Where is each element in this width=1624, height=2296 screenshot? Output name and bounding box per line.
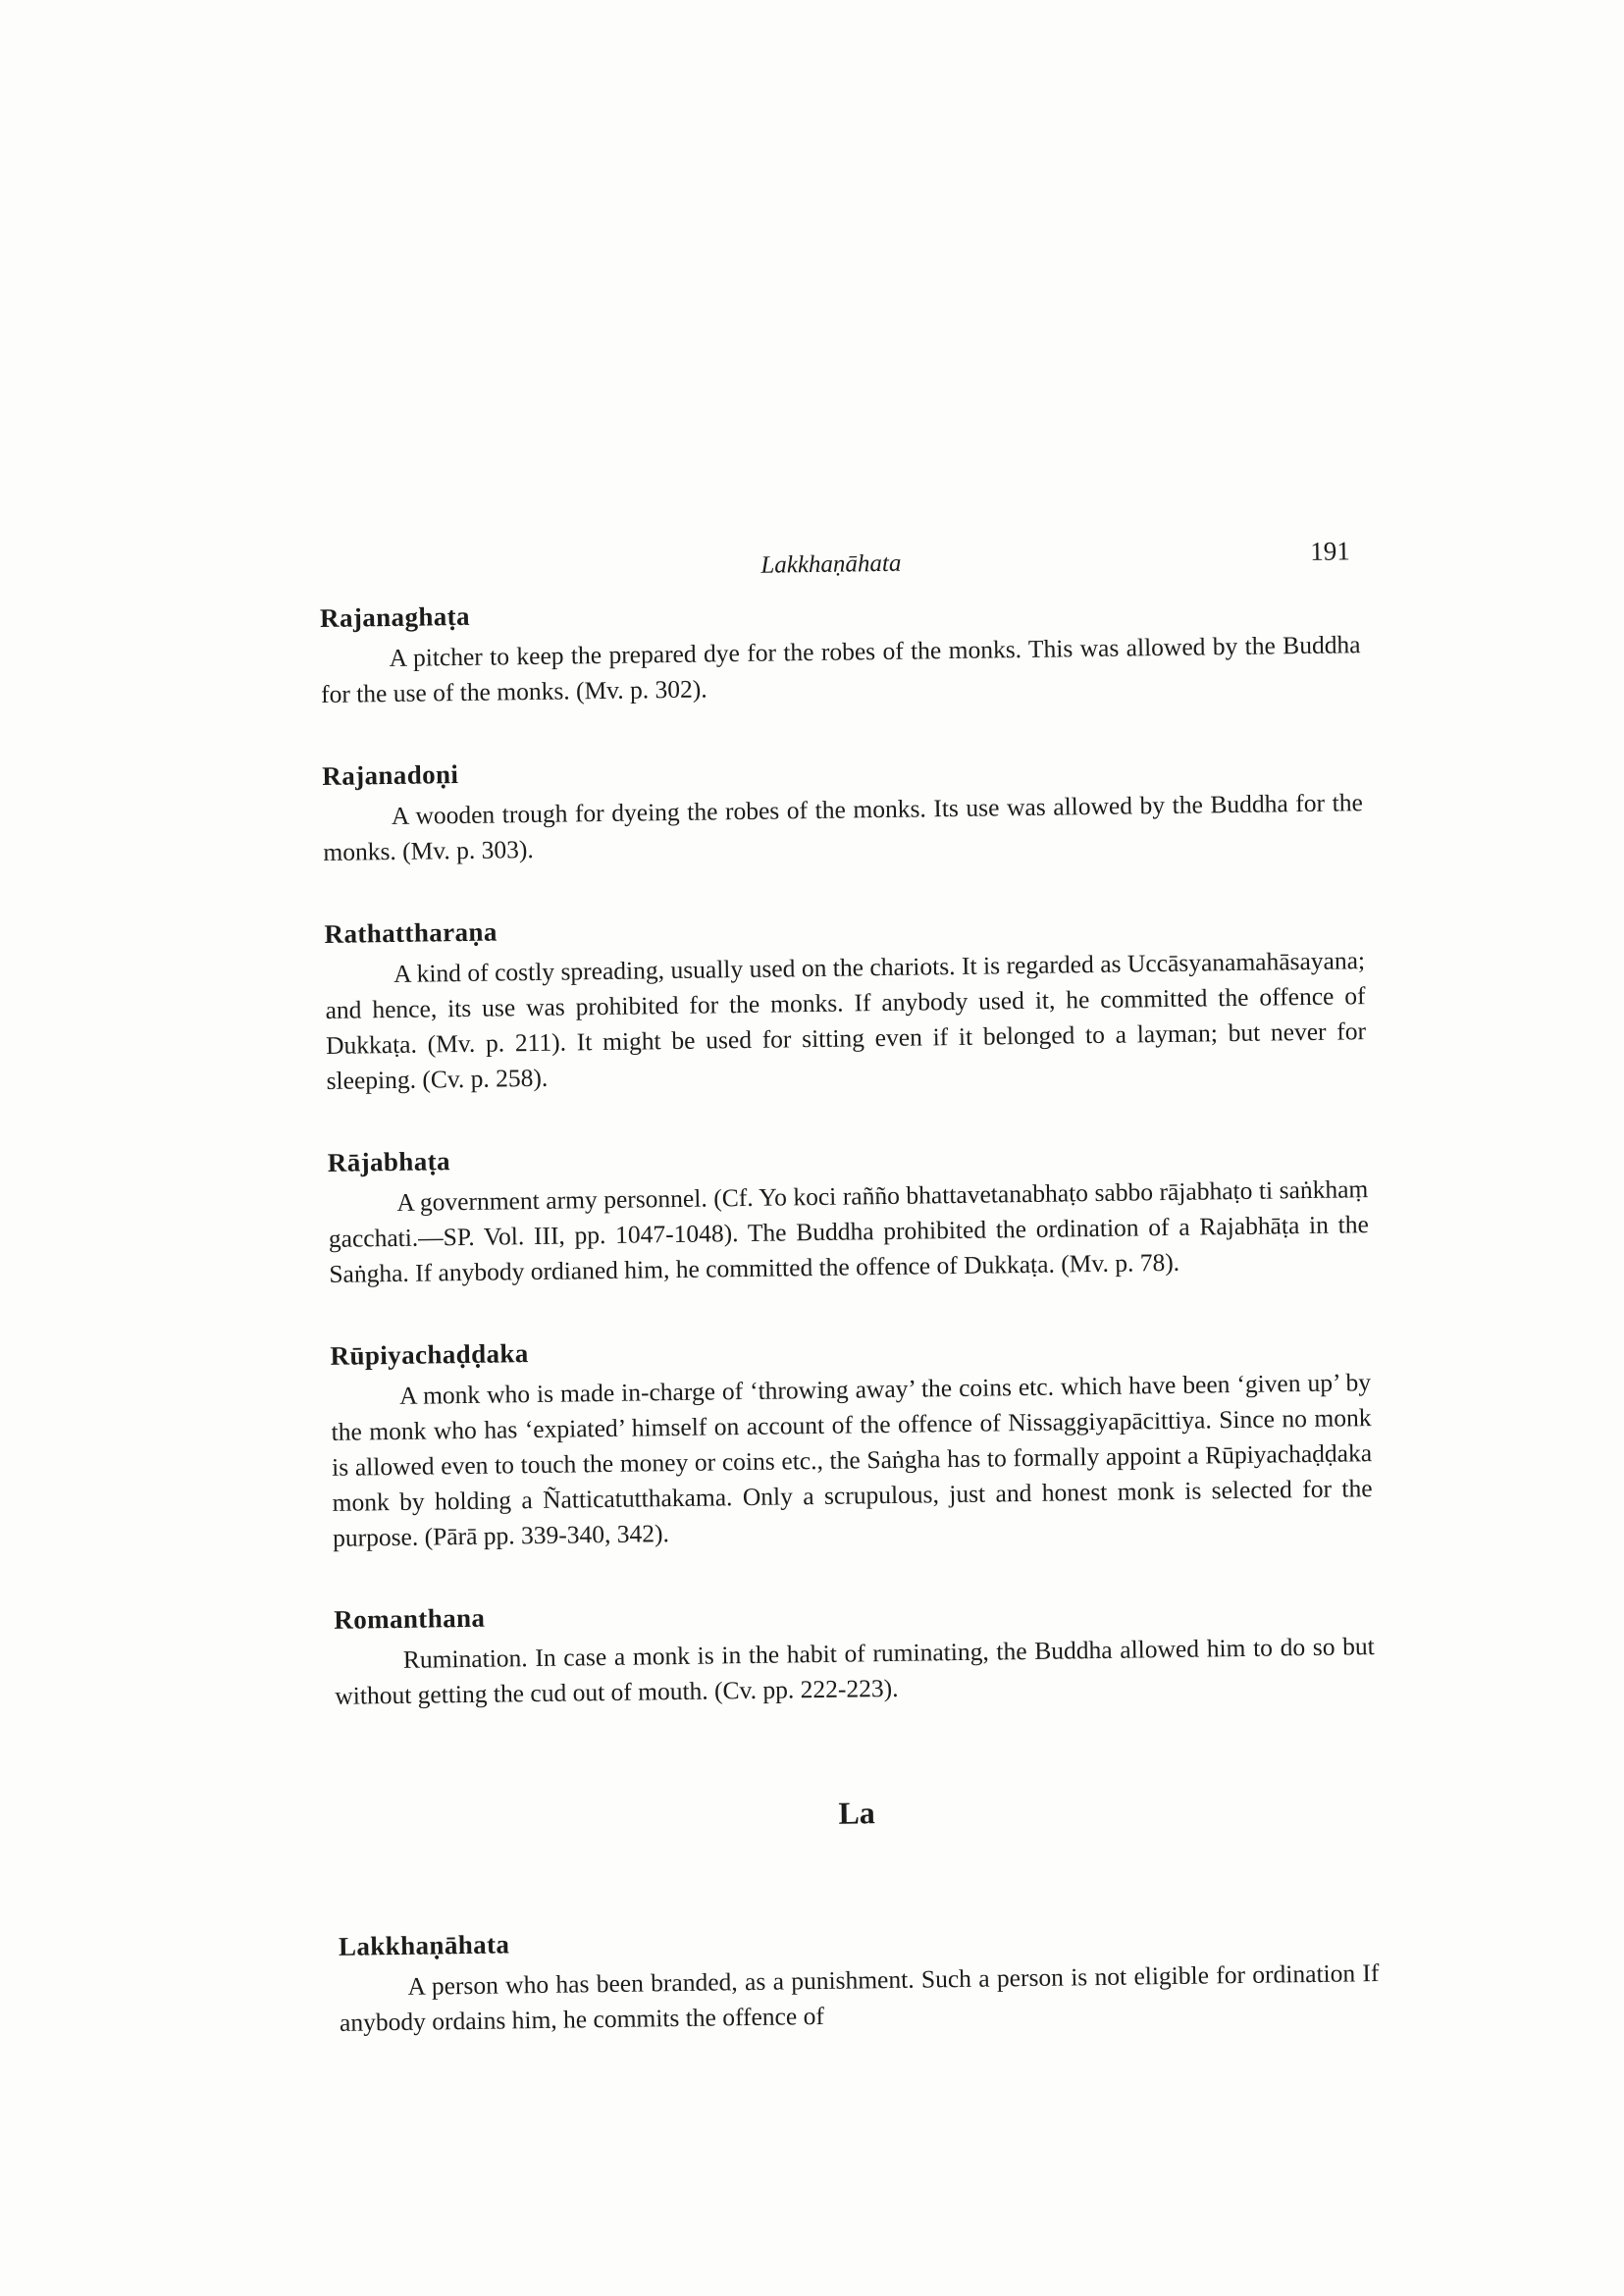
section-heading: La <box>838 1795 876 1831</box>
entry-headword: Rathattharaṇa <box>324 916 498 949</box>
glossary-entry <box>334 1591 1375 1714</box>
glossary-entry <box>322 747 1363 870</box>
glossary-entry <box>328 1133 1370 1292</box>
entry-definition: A kind of costly spreading, usually used on the chariots. It is regarded as Uccāsyanamahāsayana; and hence, its use was prohibited for the monks. If anybody used it, he committed the offence of Dukkaṭa. (Mv. p. 211). It might be used for sitting even if it belonged to a layman; but never for sleeping. (Cv. p. 258). <box>325 946 1367 1095</box>
entry-headword: Rūpiyachaḍḍaka <box>330 1338 529 1371</box>
entry-definition: A wooden trough for dyeing the robes of the monks. Its use was allowed by the Buddha for the monks. (Mv. p. 303). <box>323 788 1363 866</box>
entry-definition: A monk who is made in-charge of ‘throwing away’ the coins etc. which have been ‘given up’ by the monk who has ‘expiated’ himself on account of the offence of Nissaggiyapācittiya. Since no monk is allowed even to touch the money or coins etc., the Saṅgha has to formally appoint a Rūpiyachaḍḍaka monk by holding a Ñatticatutthakama. Only a scrupulous, just and honest monk is selected for the purpose. (Pārā pp. 339-340, 342). <box>331 1368 1373 1552</box>
entry-definition: Rumination. In case a monk is in the habit of ruminating, the Buddha allowed him to do so but without getting the cud out of mouth. (Cv. pp. 222-223). <box>335 1632 1375 1710</box>
entry-headword: Romanthana <box>334 1602 486 1635</box>
glossary-entry <box>320 589 1361 712</box>
glossary-entry <box>324 905 1366 1099</box>
entry-definition: A pitcher to keep the prepared dye for the robes of the monks. This was allowed by the Buddha for the use of the monks. (Mv. p. 302). <box>320 630 1361 708</box>
glossary-entry <box>339 1917 1380 2041</box>
entry-definition: A person who has been branded, as a punishment. Such a person is not eligible for ordination If anybody ordains him, he commits the offence of <box>339 1958 1380 2037</box>
entry-headword: Lakkhaṇāhata <box>338 1929 510 1961</box>
entry-headword: Rajanadoṇi <box>322 759 459 791</box>
entry-headword: Rajanaghaṭa <box>319 600 471 633</box>
running-title: Lakkhaṇāhata <box>760 549 902 579</box>
glossary-entry <box>330 1327 1373 1556</box>
page-number: 191 <box>1309 536 1350 566</box>
entry-definition: A government army personnel. (Cf. Yo koci rañño bhattavetanabhaṭo sabbo rājabhaṭo ti saṅkhaṃ gacchati.—SP. Vol. III, pp. 1047-1048). The Buddha prohibited the ordination of a Rajabhāṭa in the Saṅgha. If anybody ordianed him, he committed the offence of Dukkaṭa. (Mv. p. 78). <box>328 1174 1369 1288</box>
entry-headword: Rājabhaṭa <box>327 1146 451 1177</box>
book-page <box>319 530 1380 2041</box>
